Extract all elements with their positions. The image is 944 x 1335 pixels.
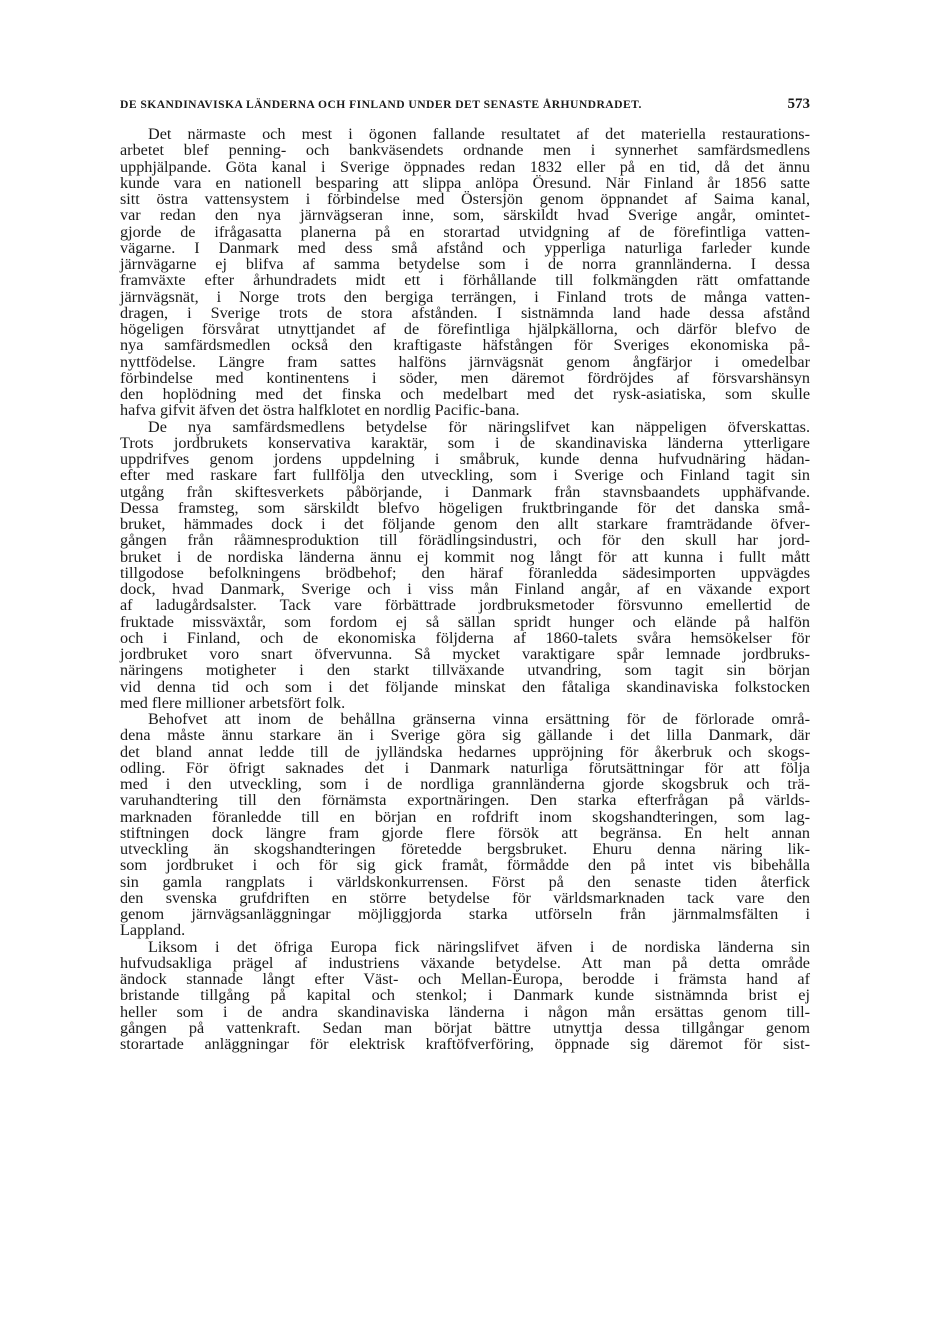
- text-line: Liksom i det öfriga Europa fick näringslifvet äfven i de nordiska länderna sin: [148, 937, 810, 956]
- text-line: marknaden föranledde till en början en rofdrift inom skogshandteringen, som lag-: [120, 807, 810, 826]
- text-line: af ladugårdsalster. Tack vare förbättrade jordbruksmetoder försvunno emellertid de: [120, 596, 810, 615]
- text-line: näringens motigheter i den starkt tillväxande utvandring, som tagit sin början: [120, 661, 810, 680]
- text-line: arbetet blef penning- och bankväsendets ordnande men i synnerhet samfärdsmedlens: [120, 141, 810, 160]
- text-line: tillgodose befolkningens brödbehof; den häraf föranledda sädesimporten uppvägdes: [120, 563, 810, 582]
- text-line: efter med raskare fart fullfölja den utveckling, som i Sverige och Finland tagit sin: [120, 466, 810, 485]
- text-line: bruket i de nordiska länderna ännu ej kommit nog långt för att kunna i fullt mått: [120, 547, 810, 566]
- text-line: bristande tillgång på kapital och stenkol; i Danmark kunde sistnämnda brist ej: [120, 986, 810, 1005]
- text-line: sitt östra vattensystem i förbindelse med Östersjön genom öppnandet af Saima kanal,: [120, 190, 810, 208]
- text-line: vägarne. I Danmark med dess små afstånd och ypperliga naturliga farleder kunde: [120, 238, 810, 257]
- text-line: dragen, i Sverige trots de stora afstånden. I sistnämnda land hade dessa afstånd: [120, 303, 810, 322]
- text-line: gången från råämnesproduktion till förädlingsindustri, och för den skull har jord-: [120, 531, 810, 550]
- text-line: varuhandtering till den förnämsta exportnäringen. Den starka efterfrågan på världs-: [120, 791, 810, 810]
- text-line: bruket, hämmades dock i det följande genom den allt starkare framträdande öfver-: [120, 515, 810, 533]
- text-line: nya samfärdsmedlen också den kraftigaste häfstången för Sveriges ekonomiska på-: [120, 336, 810, 355]
- text-line: och i Finland, och de ekonomiska följderna af 1860-talets svåra hemsökelser för: [120, 628, 810, 647]
- text-line: Trots jordbrukets konservativa karaktär, som i de skandinaviska länderna ytterligare: [120, 433, 810, 452]
- text-line: var redan den nya järnvägseran inne, som, särskildt hvad Sverige angår, omintet-: [120, 206, 810, 225]
- text-line: det bland annat ledde till de jylländska hedarnes uppröjning för åkerbruk och skogs-: [120, 742, 810, 761]
- text-line: den hoplödning med det finska och medelbart med det rysk-asiatiska, som skulle: [120, 385, 810, 403]
- text-line: dena måste ännu starkare än i Sverige göra sig gällande i det lilla Danmark, där: [120, 726, 810, 745]
- text-line: uppdrifves genom jordens uppdelning i småbruk, kunde denna hufvudnäring hädan-: [120, 450, 810, 468]
- text-line: framväxte efter århundradets midt ett i förhållande till folkmängden rätt omfattande: [120, 271, 810, 290]
- text-line: dock, hvad Danmark, Sverige och i viss mån Finland angår, af en växande export: [120, 580, 810, 598]
- text-line: vid denna tid och som i det följande minskat den fåtaliga skandinaviska folkstocken: [120, 677, 810, 696]
- text-line: odling. För öfrigt saknades det i Danmark naturliga förutsättningar för att följa: [120, 758, 810, 777]
- text-line: jordbruket voro snart öfvervunna. Så mycket varaktigare spår lemnade jordbruks-: [120, 645, 810, 663]
- text-line: storartade anläggningar för elektrisk kraftöfverföring, öppnade sig däremot för sist-: [120, 1035, 810, 1053]
- text-line: heller som i de andra skandinaviska länderna i någon mån ersättas genom till-: [120, 1002, 810, 1021]
- body-text: [120, 126, 810, 1052]
- text-line: hafva gifvit äfven det östra halfklotet en nordlig Pacific-bana.: [120, 401, 520, 420]
- text-line: högeligen försvårat utnyttjandet af de förefintliga hjälpkällorna, och därför blefvo de: [120, 320, 810, 338]
- text-line: den svenska grufdriften en större betydelse för världsmarknaden tack vare den: [120, 888, 810, 907]
- text-line: hufvudsakliga prägel af industriens växande betydelse. Att man på detta område: [120, 953, 810, 972]
- text-line: nyttfödelse. Längre fram sattes halföns järnvägsnät genom ångfärjor i omedelbar: [120, 352, 810, 371]
- running-head: [120, 96, 810, 113]
- text-line: gjorde de ifrågasatta planerna på en storartad utvidgning af de förefintliga vatten-: [120, 222, 810, 241]
- text-line: upphjälpande. Göta kanal i Sverige öppnades redan 1832 eller på en tid, då det ännu: [120, 157, 810, 176]
- text-line: Lappland.: [120, 921, 186, 940]
- text-line: gången på vattenkraft. Sedan man börjat bättre utnyttja dessa tillgångar genom: [120, 1018, 810, 1037]
- text-line: som jordbruket i och för sig gick framåt, förmådde den på intet vis bibehålla: [120, 856, 810, 875]
- text-line: järnvägarne ej blifva af samma betydelse som i de norra grannländerna. I dessa: [120, 255, 810, 273]
- text-line: förbindelse med kontinentens i söder, men däremot fördröjdes af försvarshänsyn: [120, 368, 810, 387]
- running-head-title: DE SKANDINAVISKA LÄNDERNA OCH FINLAND UNDER DET SENASTE ÅRHUNDRADET.: [120, 98, 642, 111]
- page-number: 573: [787, 96, 810, 112]
- text-line: kunde vara en nationell besparing att slippa anlöpa Öresund. När Finland år 1856 satte: [120, 173, 810, 192]
- text-line: sin gamla rangplats i världskonkurrensen. Först på den senaste tiden återfick: [120, 872, 810, 891]
- text-line: utgång från skiftesverkets påbörjande, i Danmark från stavnsbaandets upphäfvande.: [120, 482, 810, 501]
- text-line: Behofvet att inom de behållna gränserna vinna ersättning för de förlorade områ-: [148, 710, 810, 728]
- text-line: järnvägsnät, i Norge trots den bergiga terrängen, i Finland trots de många vatten-: [120, 287, 810, 306]
- text-line: stiftningen dock längre fram gjorde flere försök att begränsa. En helt annan: [120, 823, 810, 842]
- text-line: Det närmaste och mest i ögonen fallande resultatet af det materiella restaurations-: [148, 125, 810, 143]
- text-line: utveckling än skogshandteringen företedde bergsbruket. Ehuru denna näring lik-: [120, 840, 810, 858]
- text-line: genom järnvägsanläggningar möjliggjorda starka utförseln från järnmalmsfälten i: [120, 905, 810, 923]
- text-line: Dessa framsteg, som särskildt blefvo högeligen fruktbringande för det danska små-: [120, 498, 810, 517]
- text-line: De nya samfärdsmedlens betydelse för näringslifvet kan näppeligen öfverskattas.: [148, 417, 810, 436]
- text-line: med flere millioner arbetsfört folk.: [120, 693, 346, 712]
- text-line: fruktade missväxtår, som fordom ej så sällan spridt hunger och elände på halfön: [120, 612, 810, 631]
- text-line: med i den utveckling, som i de nordliga grannländerna gjorde skogsbruk och trä-: [120, 775, 810, 793]
- text-line: ändock stannade långt efter Väst- och Mellan-Europa, berodde i främsta hand af: [120, 970, 810, 988]
